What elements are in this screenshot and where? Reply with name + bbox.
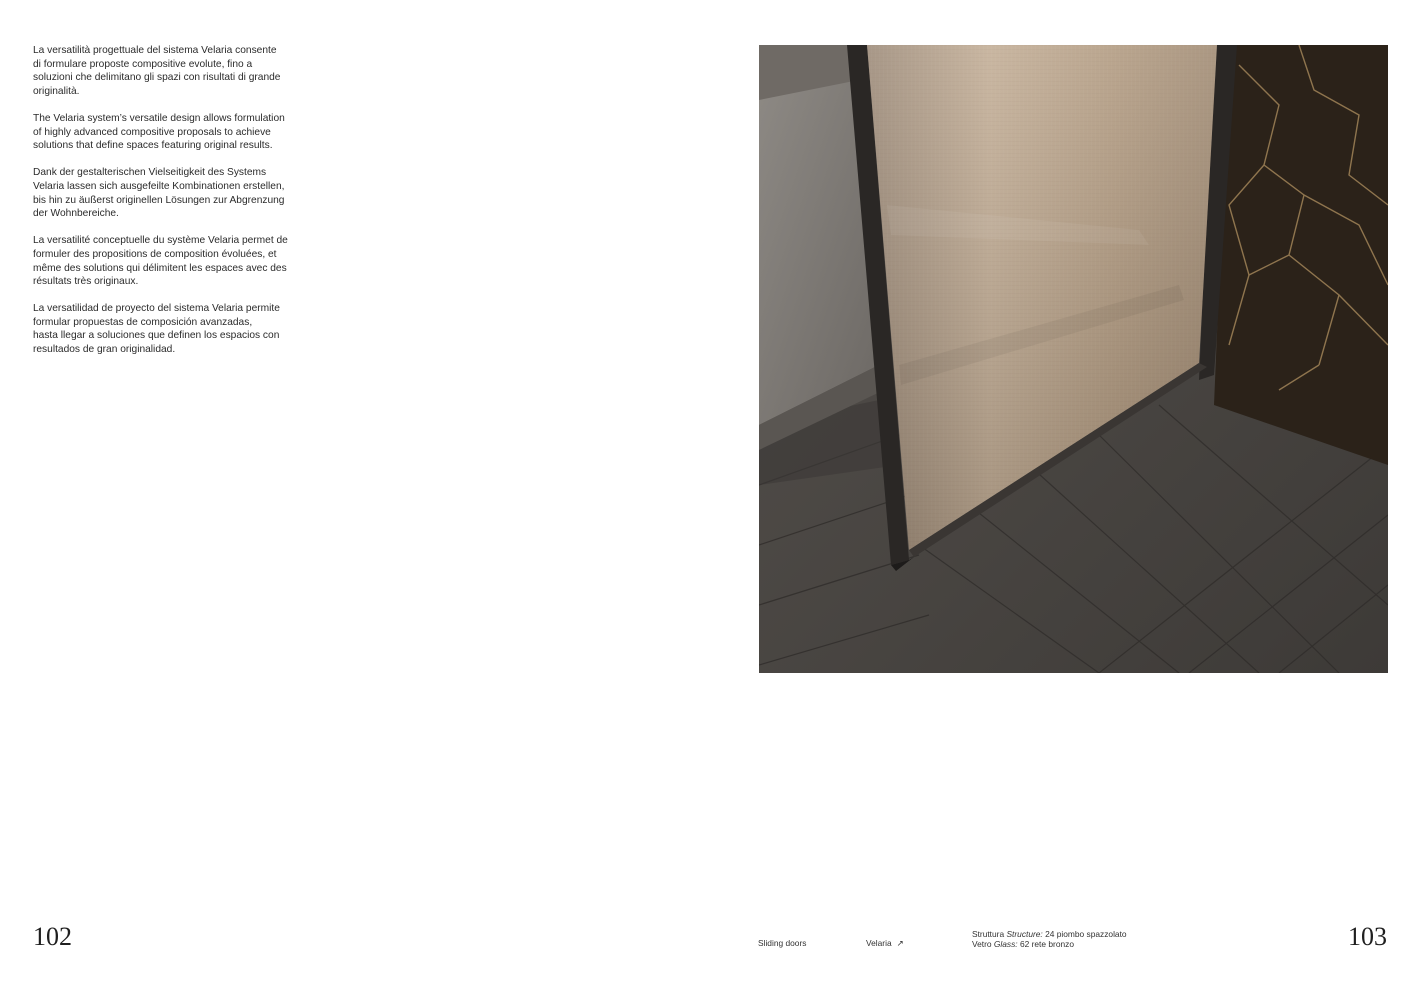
paragraph-spanish: La versatilidad de proyecto del sistema Velaria permite formular propuestas de composición avanzadas, hasta llegar a soluciones que definen los espacios con resultados de gran originalidad. (33, 303, 280, 356)
footer-product-link[interactable] (866, 938, 904, 948)
arrow-up-right-icon: ↗ (896, 938, 904, 948)
footer-product-label: Velaria (866, 938, 892, 948)
paragraph-french: La versatilité conceptuelle du système Velaria permet de formuler des propositions de composition évoluées, et même des solutions qui délimitent les espaces avec des résultats très originaux. (33, 235, 288, 288)
footer-section-label: Sliding doors (758, 938, 807, 948)
spec-structure: Struttura Structure: 24 piombo spazzolato (972, 929, 1127, 939)
paragraph-english: The Velaria system’s versatile design allows formulation of highly advanced compositive proposals to achieve solutions that define spaces featuring original results. (33, 112, 285, 152)
description-text-column (33, 44, 295, 370)
spec-glass: Vetro Glass: 62 rete bronzo (972, 939, 1074, 949)
product-photo (759, 45, 1388, 673)
paragraph-italian: La versatilità progettuale del sistema Velaria consente di formulare proposte compositive evolute, fino a soluzioni che delimitano gli spazi con risultati di grande originalità. (33, 45, 281, 97)
page-number-right: 103 (1348, 922, 1387, 951)
footer-specs (972, 929, 1127, 949)
page-number-left: 102 (33, 922, 72, 951)
paragraph-german: Dank der gestalterischen Vielseitigkeit des Systems Velaria lassen sich ausgefeilte Kombinationen erstellen, bis hin zu äußerst originellen Lösungen zur Abgrenzung der Wohnbereiche. (33, 167, 285, 220)
